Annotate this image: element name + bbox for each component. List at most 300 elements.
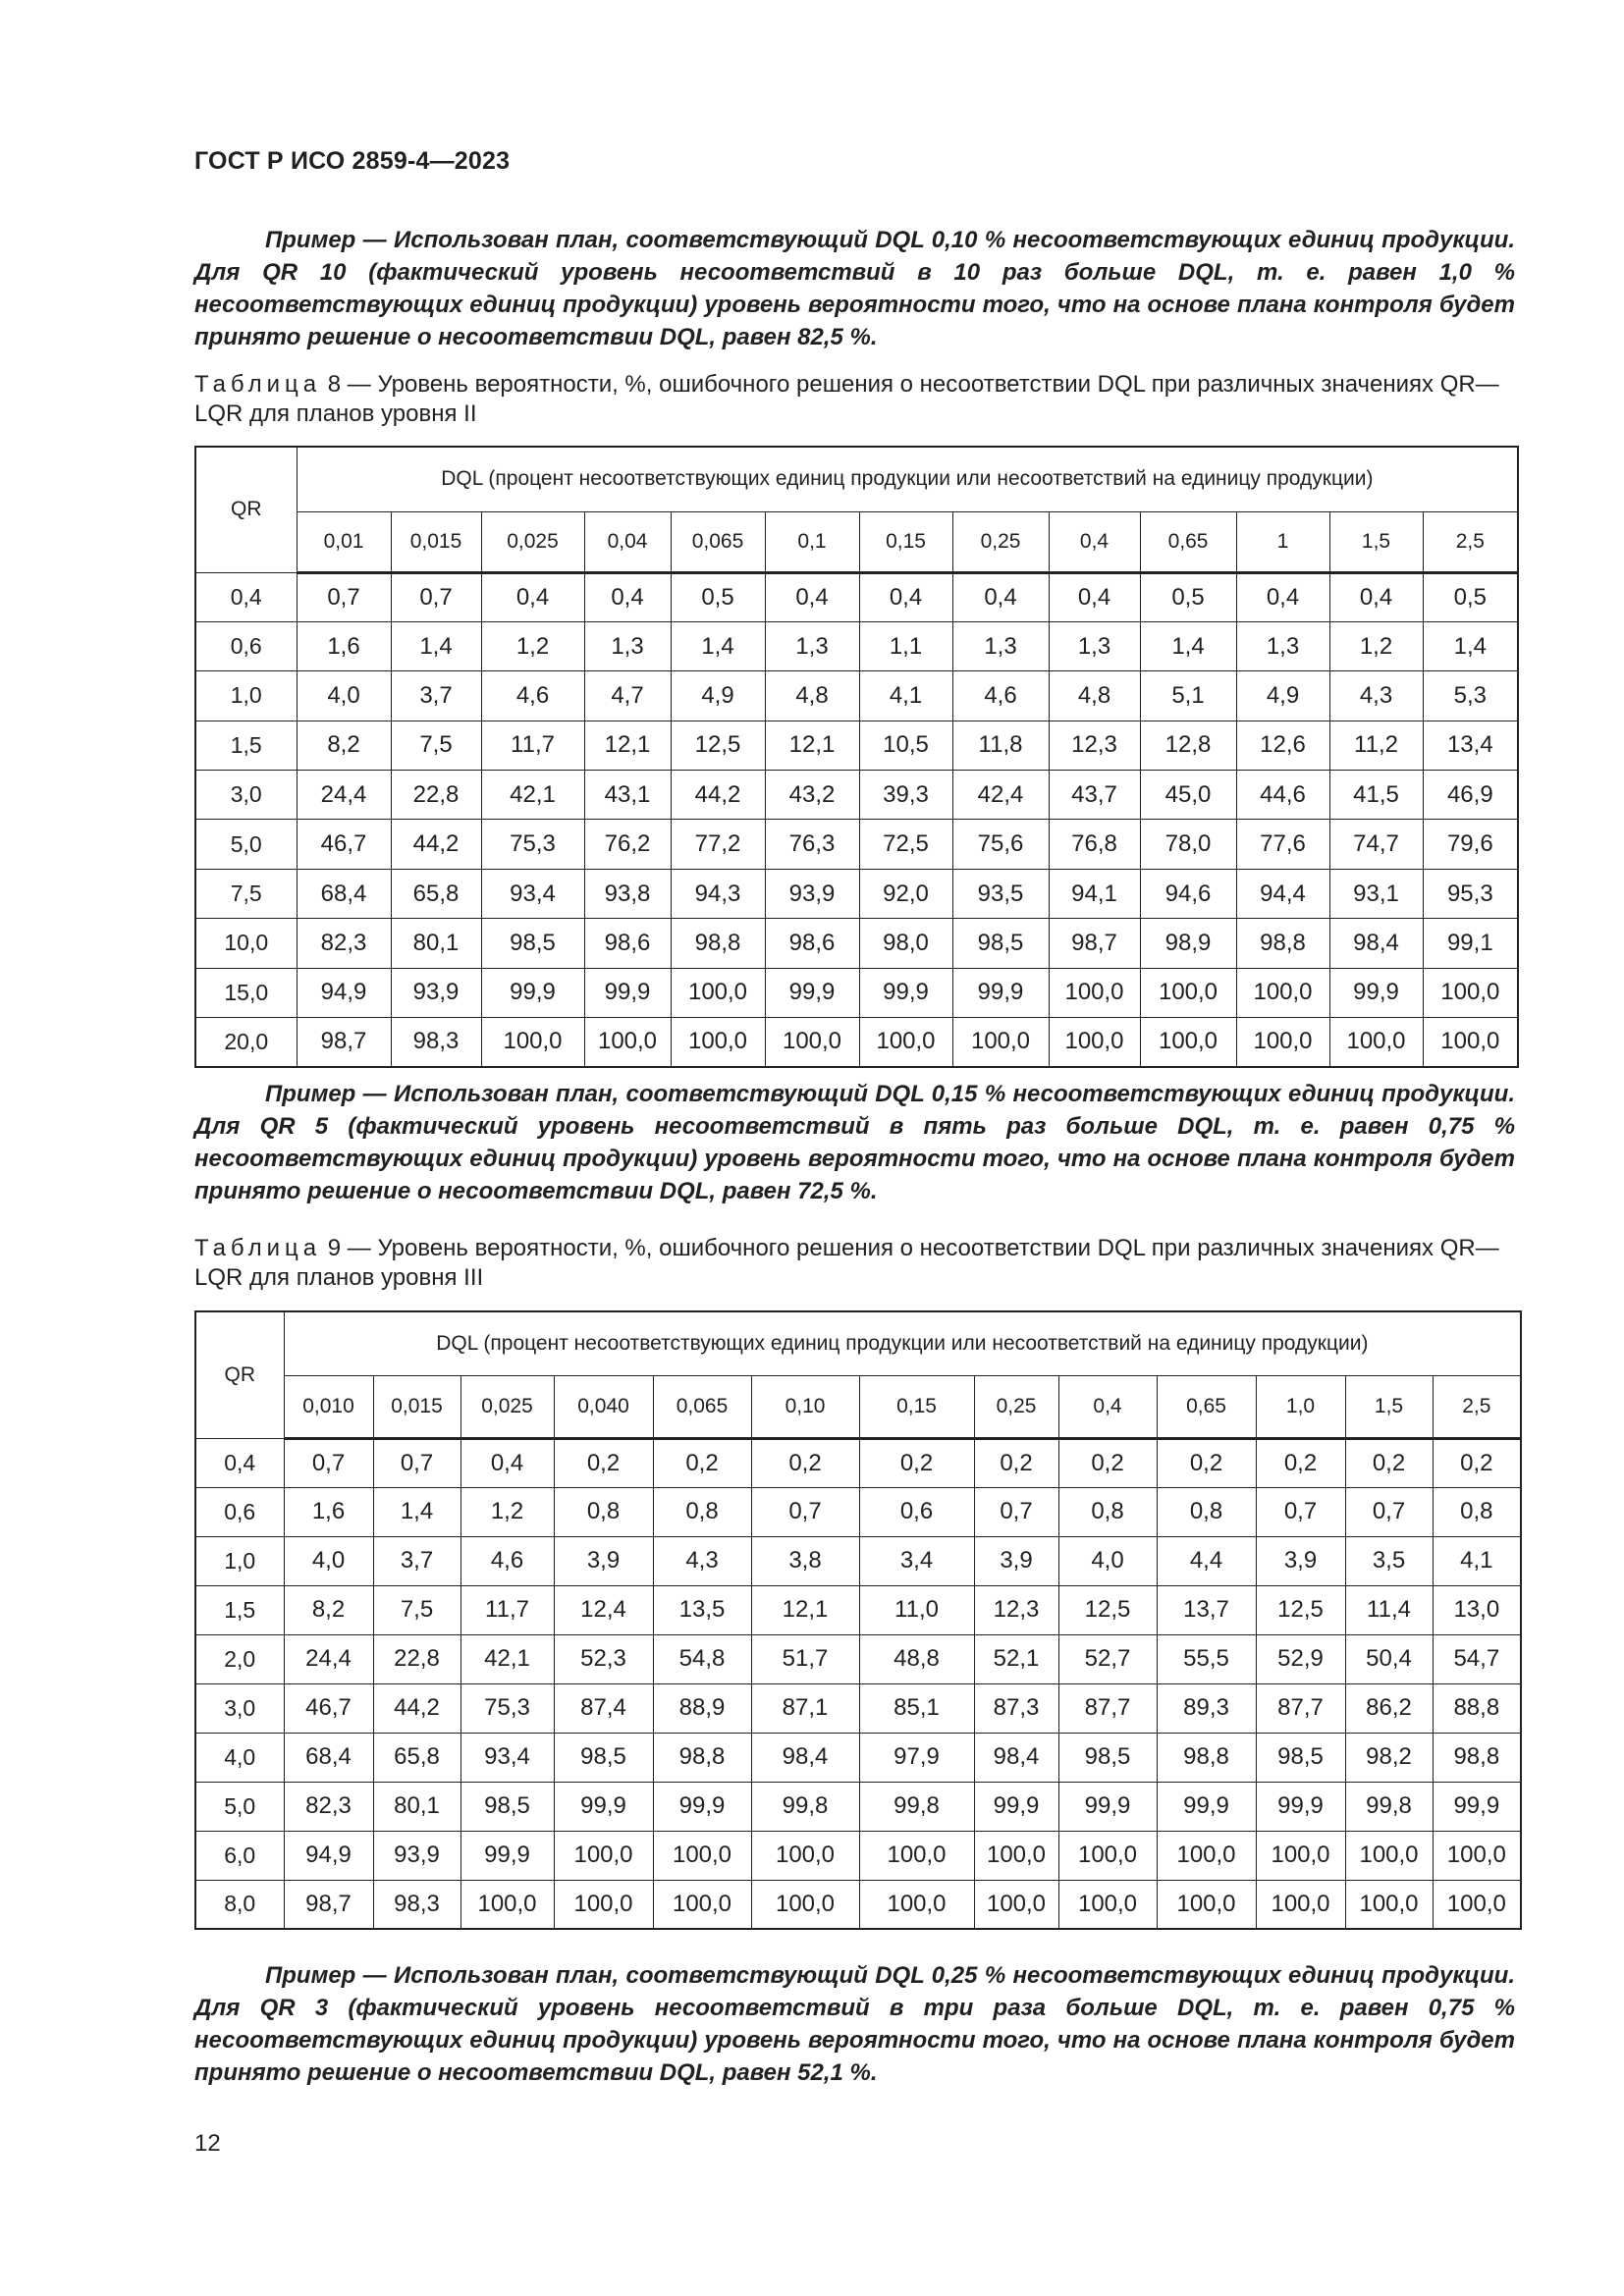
probability-cell: 0,8 — [554, 1487, 653, 1536]
probability-cell: 98,9 — [1140, 919, 1236, 968]
probability-cell: 4,3 — [653, 1536, 751, 1585]
probability-cell: 94,9 — [297, 968, 391, 1017]
probability-cell: 100,0 — [460, 1880, 554, 1929]
qr-value-cell: 3,0 — [195, 771, 297, 820]
probability-cell: 12,8 — [1140, 721, 1236, 770]
probability-cell: 0,2 — [554, 1438, 653, 1487]
probability-cell: 0,7 — [751, 1487, 859, 1536]
qr-value-cell: 4,0 — [195, 1733, 284, 1782]
probability-cell: 98,6 — [765, 919, 859, 968]
dql-column-header: 0,025 — [481, 511, 584, 572]
probability-cell: 1,6 — [284, 1487, 373, 1536]
probability-cell: 100,0 — [765, 1018, 859, 1067]
probability-cell: 89,3 — [1157, 1683, 1256, 1733]
probability-cell: 100,0 — [1329, 1018, 1423, 1067]
probability-cell: 93,9 — [391, 968, 481, 1017]
probability-cell: 100,0 — [974, 1880, 1058, 1929]
probability-cell: 0,8 — [653, 1487, 751, 1536]
probability-cell: 0,7 — [297, 572, 391, 621]
probability-cell: 1,2 — [481, 621, 584, 670]
probability-cell: 4,9 — [1236, 671, 1329, 721]
probability-cell: 52,3 — [554, 1634, 653, 1683]
table-row — [195, 621, 1518, 670]
dql-column-header: 0,65 — [1157, 1375, 1256, 1438]
probability-cell: 88,8 — [1433, 1683, 1521, 1733]
probability-cell: 0,4 — [765, 572, 859, 621]
probability-cell: 93,9 — [765, 869, 859, 918]
dql-column-header: 0,01 — [297, 511, 391, 572]
probability-cell: 88,9 — [653, 1683, 751, 1733]
probability-cell: 98,5 — [1058, 1733, 1157, 1782]
probability-cell: 100,0 — [1256, 1831, 1345, 1880]
probability-cell: 82,3 — [284, 1782, 373, 1831]
table8-caption-word: Таблица — [194, 371, 322, 398]
probability-cell: 43,7 — [1049, 771, 1140, 820]
document-header: ГОСТ Р ИСО 2859-4—2023 — [194, 147, 511, 175]
probability-cell: 100,0 — [1236, 1018, 1329, 1067]
probability-cell: 99,9 — [481, 968, 584, 1017]
probability-cell: 12,5 — [1058, 1585, 1157, 1634]
probability-cell: 68,4 — [297, 869, 391, 918]
probability-cell: 100,0 — [1236, 968, 1329, 1017]
qr-header: QR — [195, 447, 297, 572]
probability-cell: 100,0 — [1140, 1018, 1236, 1067]
probability-cell: 4,0 — [1058, 1536, 1157, 1585]
probability-cell: 87,7 — [1256, 1683, 1345, 1733]
probability-cell: 100,0 — [671, 968, 765, 1017]
probability-cell: 13,0 — [1433, 1585, 1521, 1634]
probability-cell: 41,5 — [1329, 771, 1423, 820]
qr-value-cell: 7,5 — [195, 869, 297, 918]
probability-cell: 72,5 — [859, 820, 952, 869]
qr-value-cell: 1,0 — [195, 1536, 284, 1585]
probability-cell: 98,0 — [859, 919, 952, 968]
probability-cell: 0,6 — [859, 1487, 974, 1536]
probability-cell: 1,3 — [952, 621, 1049, 670]
probability-cell: 100,0 — [1423, 968, 1518, 1017]
probability-cell: 82,3 — [297, 919, 391, 968]
table-row — [195, 869, 1518, 918]
probability-cell: 99,9 — [1329, 968, 1423, 1017]
probability-cell: 0,7 — [1345, 1487, 1433, 1536]
qr-value-cell: 1,0 — [195, 671, 297, 721]
qr-value-cell: 8,0 — [195, 1880, 284, 1929]
table9-caption-word: Таблица — [194, 1235, 322, 1261]
probability-cell: 1,4 — [671, 621, 765, 670]
table-row — [195, 968, 1518, 1017]
qr-value-cell: 20,0 — [195, 1018, 297, 1067]
probability-cell: 1,4 — [1423, 621, 1518, 670]
probability-cell: 99,8 — [1345, 1782, 1433, 1831]
probability-cell: 12,1 — [765, 721, 859, 770]
probability-cell: 98,8 — [653, 1733, 751, 1782]
probability-cell: 0,2 — [1157, 1438, 1256, 1487]
probability-cell: 100,0 — [554, 1880, 653, 1929]
dql-group-header: DQL (процент несоответствующих единиц продукции или несоответствий на единицу продукции) — [284, 1311, 1521, 1375]
probability-cell: 93,1 — [1329, 869, 1423, 918]
probability-cell: 100,0 — [1157, 1831, 1256, 1880]
probability-cell: 0,7 — [284, 1438, 373, 1487]
probability-cell: 98,4 — [974, 1733, 1058, 1782]
probability-cell: 0,2 — [1345, 1438, 1433, 1487]
probability-cell: 99,9 — [859, 968, 952, 1017]
qr-value-cell: 6,0 — [195, 1831, 284, 1880]
probability-cell: 0,7 — [373, 1438, 460, 1487]
probability-cell: 24,4 — [297, 771, 391, 820]
probability-cell: 11,0 — [859, 1585, 974, 1634]
qr-value-cell: 10,0 — [195, 919, 297, 968]
dql-column-header: 0,65 — [1140, 511, 1236, 572]
dql-column-header: 0,25 — [974, 1375, 1058, 1438]
probability-cell: 76,8 — [1049, 820, 1140, 869]
probability-cell: 100,0 — [1058, 1880, 1157, 1929]
table-row — [195, 1782, 1521, 1831]
probability-cell: 93,9 — [373, 1831, 460, 1880]
probability-cell: 7,5 — [373, 1585, 460, 1634]
probability-cell: 1,3 — [584, 621, 671, 670]
probability-cell: 46,7 — [284, 1683, 373, 1733]
probability-cell: 0,8 — [1058, 1487, 1157, 1536]
probability-cell: 0,5 — [671, 572, 765, 621]
probability-cell: 87,7 — [1058, 1683, 1157, 1733]
table-row — [195, 1831, 1521, 1880]
probability-cell: 52,7 — [1058, 1634, 1157, 1683]
probability-cell: 0,4 — [460, 1438, 554, 1487]
probability-cell: 100,0 — [653, 1880, 751, 1929]
probability-cell: 99,9 — [584, 968, 671, 1017]
probability-cell: 99,9 — [1256, 1782, 1345, 1831]
table-row — [195, 1018, 1518, 1067]
probability-cell: 4,1 — [859, 671, 952, 721]
probability-cell: 65,8 — [373, 1733, 460, 1782]
probability-cell: 98,5 — [481, 919, 584, 968]
example-paragraph-1: Пример — Использован план, соответствующий DQL 0,10 % несоответствующих единиц продукции. Для QR 10 (фактический уровень несоответствий в 10 раз больше DQL, т. е. равен 1,0 % несоответствующих единиц продукции) уровень вероятности того, что на основе плана контроля будет принято решение о несоответствии DQL, равен 82,5 %. — [194, 227, 1515, 350]
probability-cell: 4,6 — [952, 671, 1049, 721]
probability-cell: 100,0 — [859, 1880, 974, 1929]
dql-column-header: 0,025 — [460, 1375, 554, 1438]
probability-cell: 0,7 — [1256, 1487, 1345, 1536]
probability-cell: 100,0 — [751, 1831, 859, 1880]
probability-cell: 79,6 — [1423, 820, 1518, 869]
probability-cell: 100,0 — [1140, 968, 1236, 1017]
probability-cell: 10,5 — [859, 721, 952, 770]
probability-cell: 1,1 — [859, 621, 952, 670]
probability-cell: 99,9 — [765, 968, 859, 1017]
probability-cell: 4,9 — [671, 671, 765, 721]
probability-cell: 1,4 — [373, 1487, 460, 1536]
probability-cell: 3,9 — [554, 1536, 653, 1585]
probability-cell: 87,3 — [974, 1683, 1058, 1733]
probability-cell: 98,5 — [460, 1782, 554, 1831]
probability-cell: 100,0 — [1345, 1831, 1433, 1880]
dql-group-header: DQL (процент несоответствующих единиц продукции или несоответствий на единицу продукции) — [297, 447, 1518, 511]
probability-cell: 4,0 — [297, 671, 391, 721]
table-row — [195, 1438, 1521, 1487]
probability-cell: 3,5 — [1345, 1536, 1433, 1585]
probability-cell: 4,8 — [765, 671, 859, 721]
probability-cell: 3,7 — [391, 671, 481, 721]
probability-cell: 93,5 — [952, 869, 1049, 918]
probability-cell: 86,2 — [1345, 1683, 1433, 1733]
probability-cell: 98,5 — [952, 919, 1049, 968]
probability-cell: 42,1 — [460, 1634, 554, 1683]
dql-column-header: 0,1 — [765, 511, 859, 572]
probability-cell: 1,2 — [460, 1487, 554, 1536]
qr-value-cell: 2,0 — [195, 1634, 284, 1683]
probability-cell: 1,3 — [1049, 621, 1140, 670]
probability-cell: 94,3 — [671, 869, 765, 918]
probability-cell: 4,6 — [460, 1536, 554, 1585]
probability-cell: 75,3 — [460, 1683, 554, 1733]
probability-cell: 51,7 — [751, 1634, 859, 1683]
table-row — [195, 572, 1518, 621]
probability-cell: 0,2 — [974, 1438, 1058, 1487]
probability-cell: 99,9 — [554, 1782, 653, 1831]
probability-cell: 100,0 — [1256, 1880, 1345, 1929]
table-row — [195, 671, 1518, 721]
probability-cell: 99,8 — [751, 1782, 859, 1831]
probability-cell: 0,8 — [1433, 1487, 1521, 1536]
probability-cell: 1,4 — [1140, 621, 1236, 670]
table-row — [195, 1634, 1521, 1683]
dql-column-header: 1,0 — [1256, 1375, 1345, 1438]
probability-cell: 100,0 — [554, 1831, 653, 1880]
probability-cell: 78,0 — [1140, 820, 1236, 869]
probability-cell: 0,5 — [1140, 572, 1236, 621]
probability-cell: 1,4 — [391, 621, 481, 670]
table-row — [195, 721, 1518, 770]
probability-cell: 12,3 — [974, 1585, 1058, 1634]
probability-cell: 12,5 — [1256, 1585, 1345, 1634]
probability-cell: 100,0 — [859, 1018, 952, 1067]
probability-cell: 75,3 — [481, 820, 584, 869]
probability-cell: 46,7 — [297, 820, 391, 869]
probability-cell: 3,7 — [373, 1536, 460, 1585]
probability-cell: 1,3 — [1236, 621, 1329, 670]
probability-cell: 80,1 — [391, 919, 481, 968]
table9 — [194, 1310, 1522, 1930]
probability-cell: 8,2 — [284, 1585, 373, 1634]
probability-cell: 4,1 — [1433, 1536, 1521, 1585]
probability-cell: 98,4 — [751, 1733, 859, 1782]
dql-column-header: 0,4 — [1049, 511, 1140, 572]
probability-cell: 0,5 — [1423, 572, 1518, 621]
table-row — [195, 771, 1518, 820]
probability-cell: 65,8 — [391, 869, 481, 918]
probability-cell: 98,3 — [373, 1880, 460, 1929]
probability-cell: 100,0 — [653, 1831, 751, 1880]
probability-cell: 87,4 — [554, 1683, 653, 1733]
probability-cell: 98,8 — [671, 919, 765, 968]
probability-cell: 11,8 — [952, 721, 1049, 770]
probability-cell: 5,1 — [1140, 671, 1236, 721]
probability-cell: 3,4 — [859, 1536, 974, 1585]
probability-cell: 99,9 — [1058, 1782, 1157, 1831]
table-row — [195, 1536, 1521, 1585]
probability-cell: 0,7 — [391, 572, 481, 621]
probability-cell: 48,8 — [859, 1634, 974, 1683]
probability-cell: 93,8 — [584, 869, 671, 918]
dql-column-header: 0,15 — [859, 511, 952, 572]
probability-cell: 76,3 — [765, 820, 859, 869]
probability-cell: 24,4 — [284, 1634, 373, 1683]
probability-cell: 4,8 — [1049, 671, 1140, 721]
probability-cell: 44,2 — [373, 1683, 460, 1733]
probability-cell: 1,3 — [765, 621, 859, 670]
probability-cell: 0,4 — [584, 572, 671, 621]
probability-cell: 77,2 — [671, 820, 765, 869]
probability-cell: 98,8 — [1433, 1733, 1521, 1782]
probability-cell: 80,1 — [373, 1782, 460, 1831]
probability-cell: 55,5 — [1157, 1634, 1256, 1683]
probability-cell: 99,9 — [460, 1831, 554, 1880]
probability-cell: 8,2 — [297, 721, 391, 770]
probability-cell: 4,7 — [584, 671, 671, 721]
qr-value-cell: 1,5 — [195, 721, 297, 770]
probability-cell: 13,7 — [1157, 1585, 1256, 1634]
probability-cell: 74,7 — [1329, 820, 1423, 869]
probability-cell: 93,4 — [481, 869, 584, 918]
probability-cell: 98,6 — [584, 919, 671, 968]
qr-value-cell: 1,5 — [195, 1585, 284, 1634]
probability-cell: 42,1 — [481, 771, 584, 820]
probability-cell: 0,2 — [751, 1438, 859, 1487]
probability-cell: 92,0 — [859, 869, 952, 918]
probability-cell: 100,0 — [1157, 1880, 1256, 1929]
table9-caption-text: 9 — Уровень вероятности, %, ошибочного решения о несоответствии DQL при различных значениях QR—LQR для планов уровня III — [194, 1235, 1499, 1291]
probability-cell: 3,9 — [974, 1536, 1058, 1585]
probability-cell: 100,0 — [859, 1831, 974, 1880]
dql-column-header: 2,5 — [1433, 1375, 1521, 1438]
probability-cell: 95,3 — [1423, 869, 1518, 918]
probability-cell: 99,1 — [1423, 919, 1518, 968]
probability-cell: 100,0 — [1345, 1880, 1433, 1929]
probability-cell: 44,2 — [671, 771, 765, 820]
probability-cell: 11,7 — [460, 1585, 554, 1634]
probability-cell: 0,7 — [974, 1487, 1058, 1536]
probability-cell: 54,7 — [1433, 1634, 1521, 1683]
probability-cell: 76,2 — [584, 820, 671, 869]
probability-cell: 100,0 — [1433, 1831, 1521, 1880]
probability-cell: 44,6 — [1236, 771, 1329, 820]
probability-cell: 100,0 — [1433, 1880, 1521, 1929]
probability-cell: 46,9 — [1423, 771, 1518, 820]
dql-column-header: 1 — [1236, 511, 1329, 572]
probability-cell: 0,8 — [1157, 1487, 1256, 1536]
probability-cell: 0,4 — [1049, 572, 1140, 621]
dql-column-header: 0,10 — [751, 1375, 859, 1438]
probability-cell: 52,1 — [974, 1634, 1058, 1683]
probability-cell: 97,9 — [859, 1733, 974, 1782]
page-number: 12 — [194, 2130, 221, 2157]
probability-cell: 12,5 — [671, 721, 765, 770]
probability-cell: 44,2 — [391, 820, 481, 869]
dql-column-header: 0,065 — [671, 511, 765, 572]
probability-cell: 12,4 — [554, 1585, 653, 1634]
probability-cell: 12,3 — [1049, 721, 1140, 770]
probability-cell: 98,3 — [391, 1018, 481, 1067]
dql-column-header: 0,010 — [284, 1375, 373, 1438]
table-row — [195, 919, 1518, 968]
probability-cell: 1,2 — [1329, 621, 1423, 670]
example-paragraph-2: Пример — Использован план, соответствующий DQL 0,15 % несоответствующих единиц продукции. Для QR 5 (фактический уровень несоответствий в пять раз больше DQL, т. е. равен 0,75 % несоответствующих единиц продукции) уровень вероятности того, что на основе плана контроля будет принято решение о несоответствии DQL, равен 72,5 %. — [194, 1081, 1515, 1204]
probability-cell: 100,0 — [1049, 1018, 1140, 1067]
table8-caption — [194, 370, 1518, 429]
probability-cell: 0,2 — [1256, 1438, 1345, 1487]
probability-cell: 100,0 — [952, 1018, 1049, 1067]
dql-column-header: 2,5 — [1423, 511, 1518, 572]
dql-column-header: 0,040 — [554, 1375, 653, 1438]
probability-cell: 11,2 — [1329, 721, 1423, 770]
qr-value-cell: 0,6 — [195, 621, 297, 670]
probability-cell: 98,4 — [1329, 919, 1423, 968]
dql-column-header: 1,5 — [1329, 511, 1423, 572]
probability-cell: 3,9 — [1256, 1536, 1345, 1585]
probability-cell: 52,9 — [1256, 1634, 1345, 1683]
probability-cell: 94,4 — [1236, 869, 1329, 918]
probability-cell: 98,2 — [1345, 1733, 1433, 1782]
qr-value-cell: 0,4 — [195, 1438, 284, 1487]
probability-cell: 54,8 — [653, 1634, 751, 1683]
probability-cell: 13,4 — [1423, 721, 1518, 770]
probability-cell: 68,4 — [284, 1733, 373, 1782]
probability-cell: 45,0 — [1140, 771, 1236, 820]
probability-cell: 11,7 — [481, 721, 584, 770]
probability-cell: 99,9 — [952, 968, 1049, 1017]
probability-cell: 100,0 — [751, 1880, 859, 1929]
probability-cell: 43,2 — [765, 771, 859, 820]
probability-cell: 100,0 — [481, 1018, 584, 1067]
dql-column-header: 0,015 — [391, 511, 481, 572]
probability-cell: 3,8 — [751, 1536, 859, 1585]
probability-cell: 100,0 — [671, 1018, 765, 1067]
probability-cell: 12,1 — [751, 1585, 859, 1634]
probability-cell: 0,4 — [952, 572, 1049, 621]
probability-cell: 87,1 — [751, 1683, 859, 1733]
dql-column-header: 0,15 — [859, 1375, 974, 1438]
probability-cell: 94,6 — [1140, 869, 1236, 918]
probability-cell: 22,8 — [391, 771, 481, 820]
probability-cell: 100,0 — [974, 1831, 1058, 1880]
probability-cell: 0,2 — [653, 1438, 751, 1487]
probability-cell: 99,9 — [1157, 1782, 1256, 1831]
table-row — [195, 1487, 1521, 1536]
qr-value-cell: 15,0 — [195, 968, 297, 1017]
probability-cell: 93,4 — [460, 1733, 554, 1782]
probability-cell: 5,3 — [1423, 671, 1518, 721]
probability-cell: 75,6 — [952, 820, 1049, 869]
probability-cell: 4,3 — [1329, 671, 1423, 721]
dql-column-header: 0,04 — [584, 511, 671, 572]
table-row — [195, 820, 1518, 869]
probability-cell: 100,0 — [584, 1018, 671, 1067]
probability-cell: 98,7 — [297, 1018, 391, 1067]
table-row — [195, 1733, 1521, 1782]
probability-cell: 4,6 — [481, 671, 584, 721]
probability-cell: 0,4 — [1236, 572, 1329, 621]
probability-cell: 99,9 — [1433, 1782, 1521, 1831]
probability-cell: 22,8 — [373, 1634, 460, 1683]
probability-cell: 4,0 — [284, 1536, 373, 1585]
table8-caption-text: 8 — Уровень вероятности, %, ошибочного решения о несоответствии DQL при различных значениях QR—LQR для планов уровня II — [194, 371, 1499, 427]
qr-value-cell: 3,0 — [195, 1683, 284, 1733]
probability-cell: 12,1 — [584, 721, 671, 770]
probability-cell: 11,4 — [1345, 1585, 1433, 1634]
example-paragraph-3: Пример — Использован план, соответствующий DQL 0,25 % несоответствующих единиц продукции. Для QR 3 (фактический уровень несоответствий в три раза больше DQL, т. е. равен 0,75 % несоответствующих единиц продукции) уровень вероятности того, что на основе плана контроля будет принято решение о несоответствии DQL, равен 52,1 %. — [194, 1962, 1515, 2086]
probability-cell: 1,6 — [297, 621, 391, 670]
probability-cell: 100,0 — [1058, 1831, 1157, 1880]
probability-cell: 12,6 — [1236, 721, 1329, 770]
